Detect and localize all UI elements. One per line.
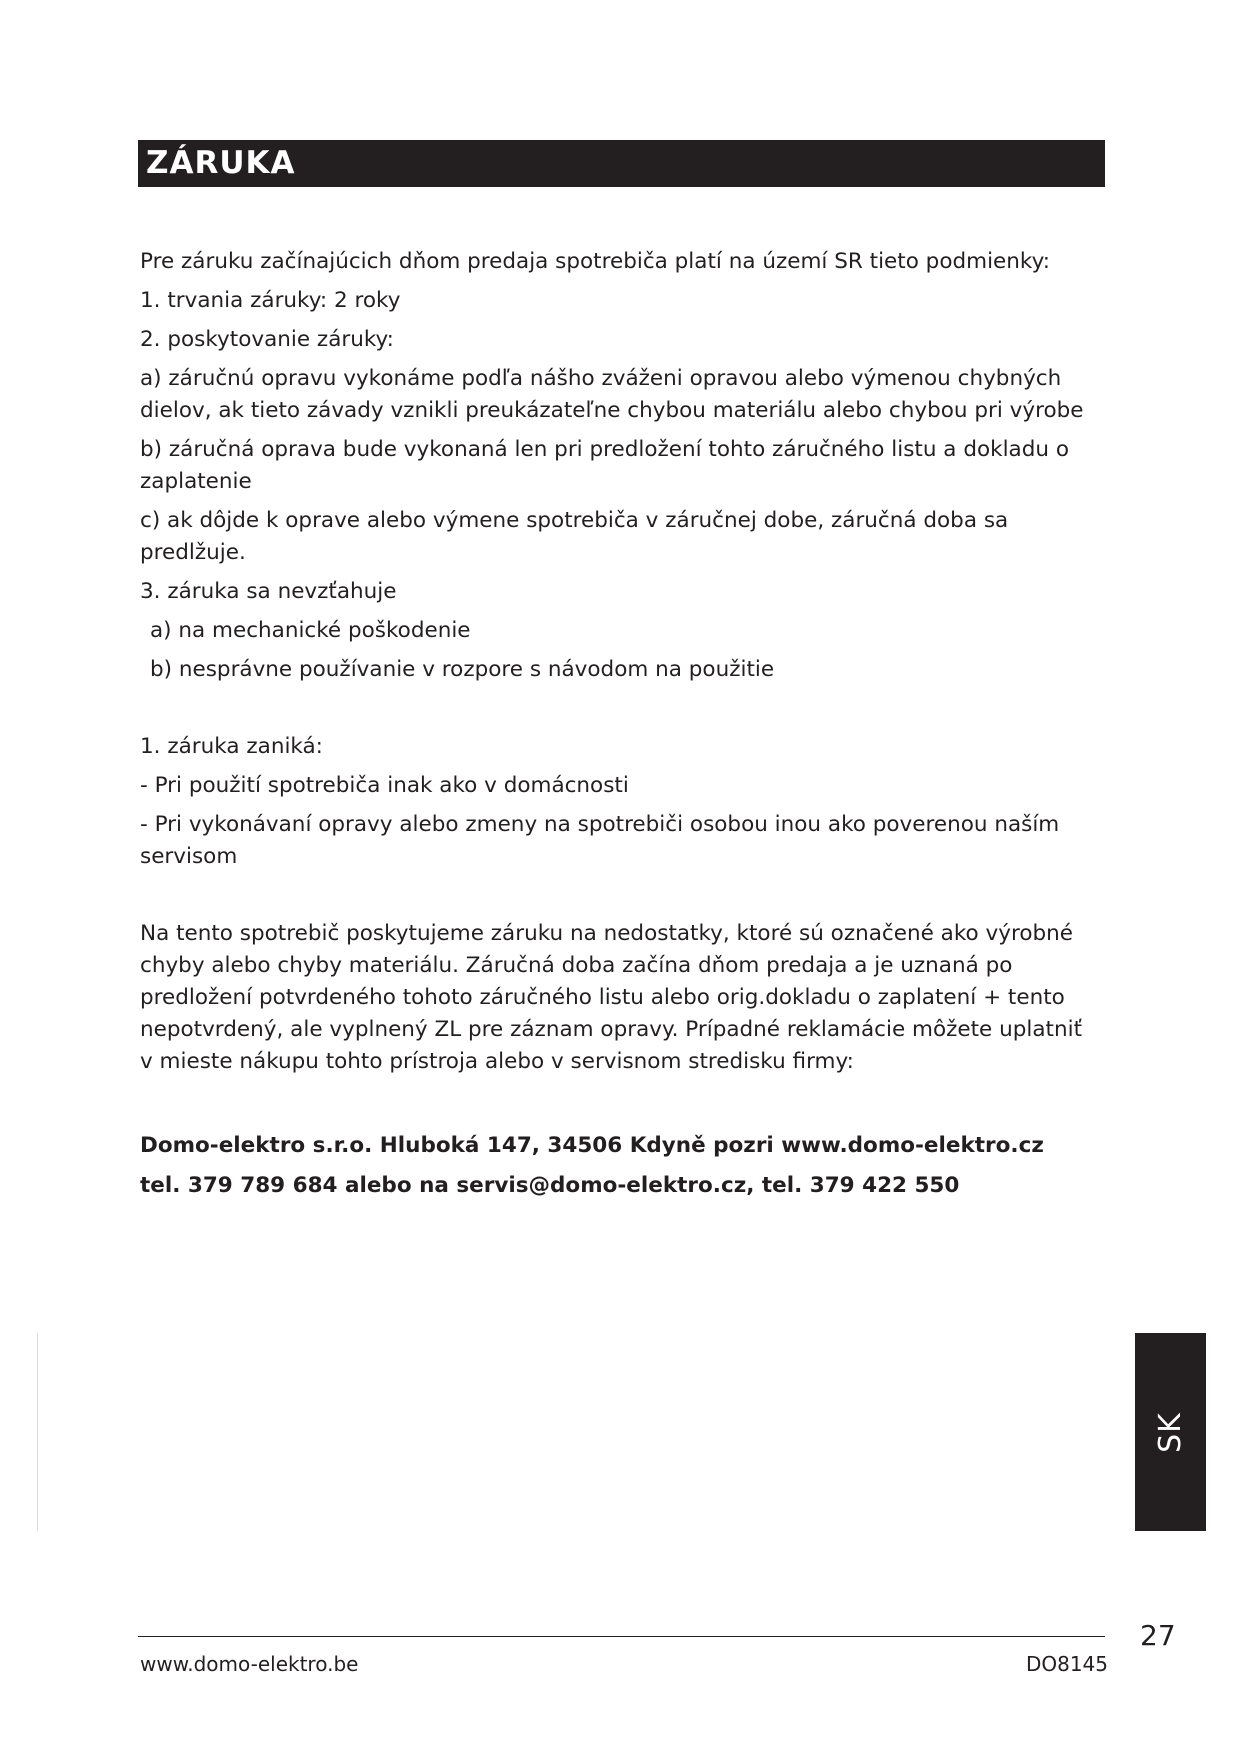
margin-line: [37, 1333, 38, 1531]
warranty-content: [140, 246, 1100, 1210]
list-item: c) ak dôjde k oprave alebo výmene spotrebiča v záručnej dobe, záručná doba sa predlžuje.: [140, 508, 1009, 565]
list-item: 2. poskytovanie záruky:: [140, 327, 394, 352]
footer-divider: [138, 1636, 1105, 1637]
list-item: 1. záruka zaniká:: [140, 734, 323, 759]
list-item: 3. záruka sa nevzťahuje: [140, 579, 397, 604]
list-item: b) nesprávne používanie v rozpore s návodom na použitie: [150, 657, 775, 682]
footer-url: www.domo-elektro.be: [140, 1652, 359, 1676]
contact-address: Domo-elektro s.r.o. Hluboká 147, 34506 Kdyně pozri www.domo-elektro.cz: [140, 1133, 1044, 1158]
contact-phone: tel. 379 789 684 alebo na servis@domo-elektro.cz, tel. 379 422 550: [140, 1173, 960, 1198]
list-item: b) záručná oprava bude vykonaná len pri predložení tohto záručného listu a dokladu o zaplatenie: [140, 437, 1069, 494]
page-number: 27: [1140, 1619, 1176, 1652]
language-tab-label: SK: [1153, 1411, 1188, 1453]
section-heading: ZÁRUKA: [138, 140, 1105, 187]
intro-text: Pre záruku začínajúcich dňom predaja spotrebiča platí na území SR tieto podmienky:: [140, 249, 1050, 274]
footer-model: DO8145: [1025, 1652, 1108, 1676]
list-item: - Pri vykonávaní opravy alebo zmeny na spotrebiči osobou inou ako poverenou naším servisom: [140, 812, 1060, 869]
list-item: a) na mechanické poškodenie: [150, 618, 471, 643]
warranty-paragraph: Na tento spotrebič poskytujeme záruku na nedostatky, ktoré sú označené ako výrobné chyby alebo chyby materiálu. Záručná doba začína dňom predaja a je uznaná po predložení potvrdeného tohoto záručného listu alebo orig.dokladu o zaplatení + tento nepotvrdený, ale vyplnený ZL pre záznam opravy. Prípadné reklamácie môžete uplatniť v mieste nákupu tohto prístroja alebo v servisnom stredisku firmy:: [140, 921, 1083, 1074]
language-tab: [1135, 1333, 1206, 1531]
list-item: a) záručnú opravu vykonáme podľa nášho zváženi opravou alebo výmenou chybných dielov, ak tieto závady vznikli preukázateľne chybou materiálu alebo chybou pri výrobe: [140, 366, 1084, 423]
list-item: 1. trvania záruky: 2 roky: [140, 288, 401, 313]
list-item: - Pri použití spotrebiča inak ako v domácnosti: [140, 773, 629, 798]
contact-block: [140, 1130, 1100, 1202]
